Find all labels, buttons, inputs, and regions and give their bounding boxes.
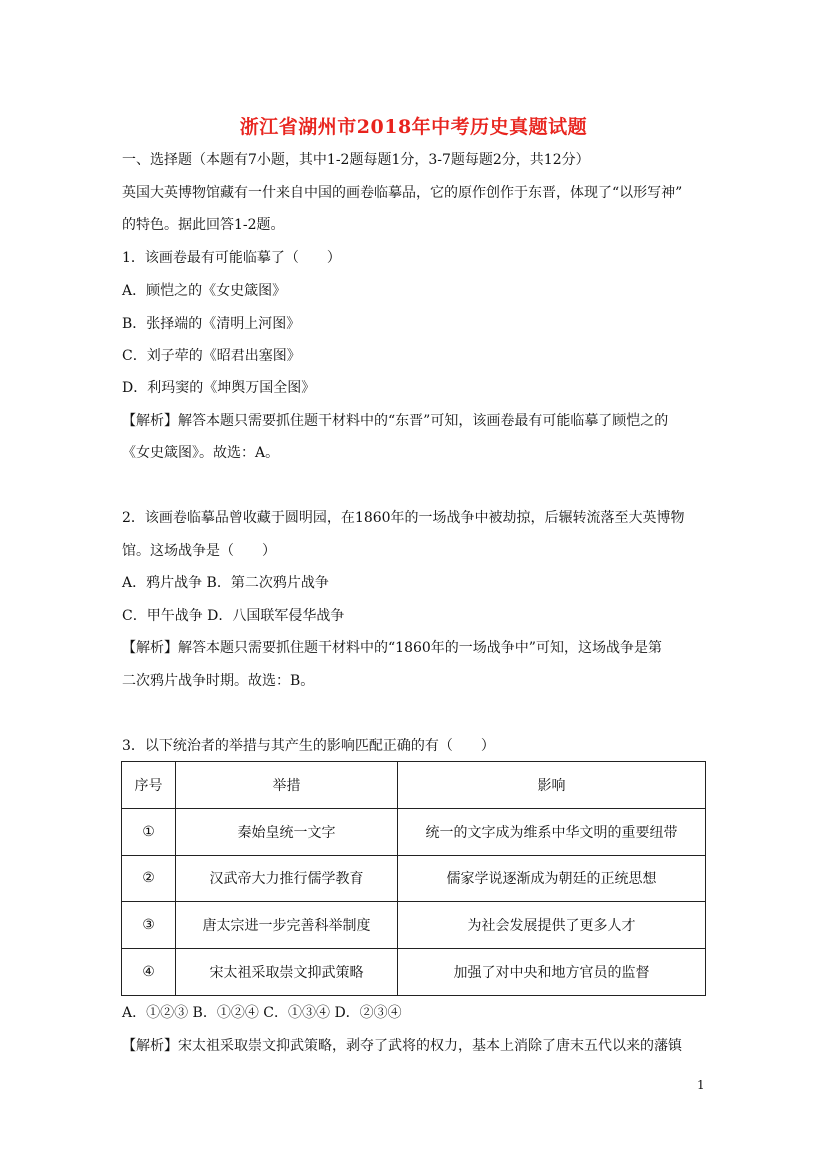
question-1: 1．该画卷最有可能临摹了（ ） bbox=[122, 250, 341, 266]
analysis-line: 【解析】宋太祖采取崇文抑武策略，剥夺了武将的权力，基本上消除了唐末五代以来的藩镇 bbox=[122, 1038, 682, 1054]
table-row bbox=[122, 808, 706, 855]
option-a: A．顾恺之的《女史箴图》 bbox=[122, 283, 287, 299]
table-cell: 宋太祖采取崇文抑武策略 bbox=[176, 949, 398, 996]
table-cell: 汉武帝大力推行儒学教育 bbox=[176, 855, 398, 902]
table-cell: 秦始皇统一文字 bbox=[176, 808, 398, 855]
table-header-cell: 举措 bbox=[176, 762, 398, 809]
table-cell: 加强了对中央和地方官员的监督 bbox=[398, 949, 706, 996]
option-b: B．张择端的《清明上河图》 bbox=[122, 316, 301, 332]
table-cell: ② bbox=[122, 855, 176, 902]
table-cell: 儒家学说逐渐成为朝廷的正统思想 bbox=[398, 855, 706, 902]
analysis-line: 【解析】解答本题只需要抓住题干材料中的“东晋”可知，该画卷最有可能临摹了顾恺之的 bbox=[122, 413, 669, 429]
measures-table bbox=[121, 761, 706, 996]
table-cell: 统一的文字成为维系中华文明的重要纽带 bbox=[398, 808, 706, 855]
analysis-line: 《女史箴图》。故选：A。 bbox=[122, 445, 280, 461]
question-2: 2．该画卷临摹品曾收藏于圆明园，在1860年的一场战争中被劫掠，后辗转流落至大英博物 bbox=[122, 510, 685, 526]
options-row: A．鸦片战争 B．第二次鸦片战争 bbox=[122, 575, 329, 591]
table-cell: 唐太宗进一步完善科举制度 bbox=[176, 902, 398, 949]
table-header-cell: 影响 bbox=[398, 762, 706, 809]
table-row bbox=[122, 902, 706, 949]
table-row bbox=[122, 949, 706, 996]
table-row bbox=[122, 855, 706, 902]
analysis-line: 二次鸦片战争时期。故选：B。 bbox=[122, 673, 315, 689]
passage-line: 英国大英博物馆藏有一什来自中国的画卷临摹品，它的原作创作于东晋，体现了“以形写神” bbox=[122, 185, 683, 201]
table-header-cell: 序号 bbox=[122, 762, 176, 809]
table-header-row bbox=[122, 762, 706, 809]
table-cell: ④ bbox=[122, 949, 176, 996]
question-3: 3．以下统治者的举措与其产生的影响匹配正确的有（ ） bbox=[122, 738, 495, 754]
option-d: D．利玛窦的《坤舆万国全图》 bbox=[122, 380, 316, 396]
table-cell: 为社会发展提供了更多人才 bbox=[398, 902, 706, 949]
table-cell: ③ bbox=[122, 902, 176, 949]
options-row: C．甲午战争 D．八国联军侵华战争 bbox=[122, 608, 345, 624]
passage-line: 的特色。据此回答1-2题。 bbox=[122, 217, 285, 233]
document-title: 浙江省湖州市2018年中考历史真题试题 bbox=[239, 116, 588, 138]
table-cell: ① bbox=[122, 808, 176, 855]
analysis-line: 【解析】解答本题只需要抓住题干材料中的“1860年的一场战争中”可知，这场战争是第 bbox=[122, 640, 662, 656]
section-heading: 一、选择题（本题有7小题，其中1-2题每题1分，3-7题每题2分，共12分） bbox=[122, 152, 590, 168]
option-c: C．刘子荦的《昭君出塞图》 bbox=[122, 348, 301, 364]
options-row: A．①②③ B．①②④ C．①③④ D．②③④ bbox=[122, 1005, 402, 1021]
question-2-cont: 馆。这场战争是（ ） bbox=[122, 543, 276, 559]
page-number: 1 bbox=[697, 1078, 705, 1092]
